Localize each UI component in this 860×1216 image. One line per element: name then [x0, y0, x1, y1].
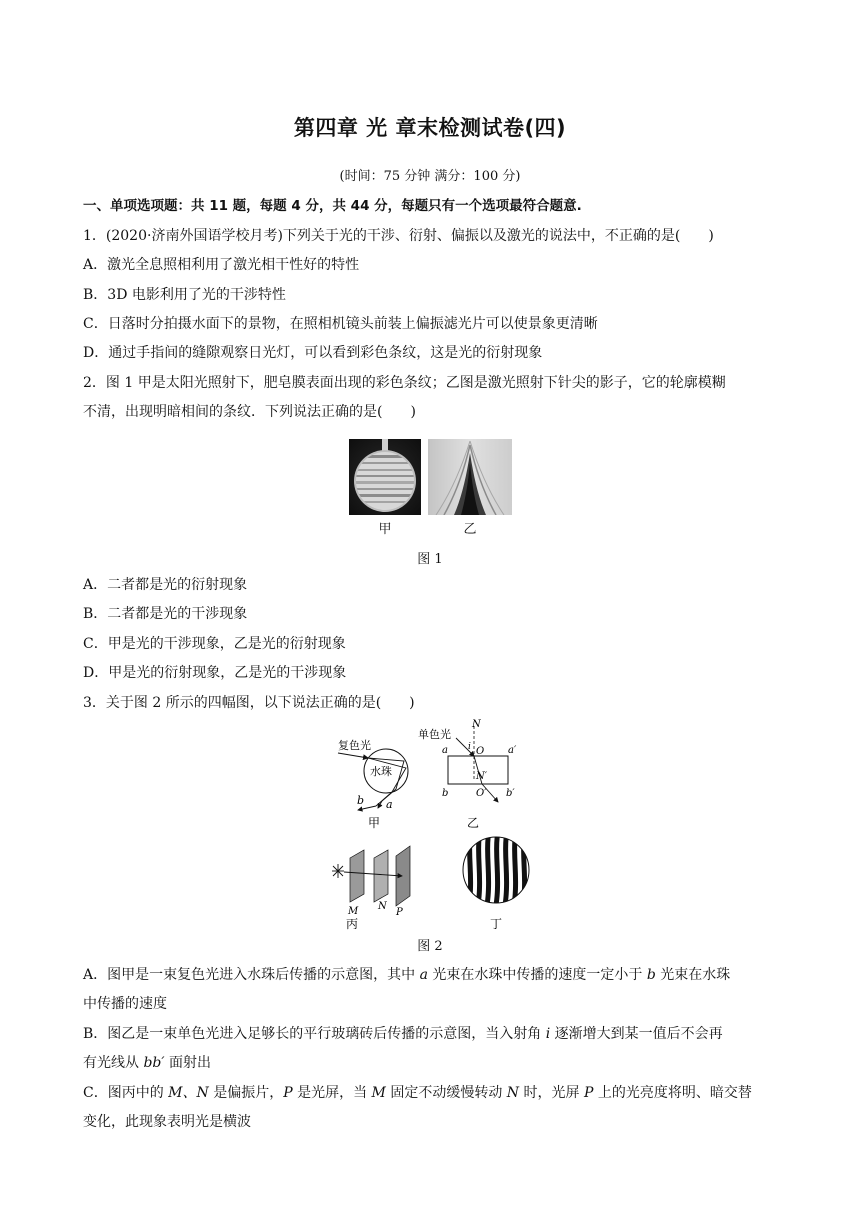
svg-text:b: b: [442, 788, 449, 799]
diagram-bing-polarizers: [332, 846, 410, 931]
figure-2-diagrams: [330, 716, 540, 956]
svg-text:N: N: [378, 901, 387, 912]
question-1-option-b: B．3D 电影利用了光的干涉特性: [83, 287, 286, 303]
svg-text:M: M: [348, 906, 359, 917]
question-2-stem-line1: 2．图 1 甲是太阳光照射下，肥皂膜表面出现的彩色条纹；乙图是激光照射下针尖的影子，它的轮廓模糊: [83, 375, 726, 391]
figure-1-label-jia: 甲: [378, 522, 392, 537]
section-heading: 一、单项选项题：共 11 题，每题 4 分，共 44 分，每题只有一个选项最符合题意.: [83, 198, 582, 214]
figure-1-caption: 图 1: [417, 552, 443, 567]
question-3-option-b-line1: B．图乙是一束单色光进入足够长的平行玻璃砖后传播的示意图，当入射角 i 逐渐增大到某一值后不会再: [83, 1026, 723, 1042]
diagram-ding-fringes: [463, 834, 529, 931]
question-3-option-b-line2: 有光线从 bb′ 面射出: [83, 1055, 212, 1071]
svg-text:O: O: [476, 746, 485, 757]
exam-info: (时间：75 分钟 满分：100 分): [339, 169, 521, 184]
question-2-option-c: C．甲是光的干涉现象，乙是光的衍射现象: [83, 636, 346, 652]
question-1-stem: 1．(2020·济南外国语学校月考)下列关于光的干涉、衍射、偏振以及激光的说法中，不正确的是( ): [83, 228, 714, 244]
label-shuizhu: 水珠: [370, 765, 392, 778]
label-fuseguang: 复色光: [338, 739, 371, 752]
svg-text:P: P: [396, 907, 403, 918]
svg-text:i: i: [468, 742, 471, 752]
question-3-stem: 3．关于图 2 所示的四幅图，以下说法正确的是( ): [83, 695, 415, 711]
question-1-option-c: C．日落时分拍摄水面下的景物，在照相机镜头前装上偏振滤光片可以使景象更清晰: [83, 316, 598, 332]
diagram-yi-glass-block: [418, 719, 517, 830]
svg-text:N′: N′: [476, 771, 488, 782]
figure-2-caption: 图 2: [417, 939, 443, 954]
svg-text:a′: a′: [508, 745, 517, 756]
label-jia: 甲: [368, 816, 381, 830]
label-ding: 丁: [490, 917, 503, 931]
diagram-jia-water-droplet: [338, 738, 408, 830]
svg-text:a: a: [442, 745, 448, 756]
question-3-option-c-line2: 变化，此现象表明光是横波: [83, 1114, 251, 1130]
question-1-option-a: A．激光全息照相利用了激光相干性好的特性: [83, 257, 360, 273]
svg-text:b′: b′: [506, 788, 515, 799]
question-2-option-b: B．二者都是光的干涉现象: [83, 606, 248, 622]
question-3-option-a-line1: A．图甲是一束复色光进入水珠后传播的示意图，其中 a 光束在水珠中传播的速度一定小于 b 光束在水珠: [83, 967, 731, 983]
label-danseguang: 单色光: [418, 728, 451, 741]
question-3-option-a-line2: 中传播的速度: [83, 996, 167, 1012]
question-2-stem-line2: 不清，出现明暗相间的条纹．下列说法正确的是( ): [83, 404, 416, 420]
label-bing: 丙: [346, 917, 359, 931]
question-3-option-c-line1: C．图丙中的 M、N 是偏振片，P 是光屏，当 M 固定不动缓慢转动 N 时，光屏 P 上的光亮度将明、暗交替: [83, 1085, 752, 1101]
question-1-option-d: D．通过手指间的缝隙观察日光灯，可以看到彩色条纹，这是光的衍射现象: [83, 345, 543, 361]
figure-1-label-yi: 乙: [463, 522, 477, 537]
label-yi: 乙: [467, 816, 480, 830]
figure-1-soap-film-photo: [349, 439, 421, 515]
svg-text:a: a: [386, 798, 393, 811]
page-title: 第四章 光 章末检测试卷(四): [293, 116, 567, 140]
svg-text:O′: O′: [476, 788, 487, 799]
figure-1-needle-shadow-photo: [428, 439, 512, 515]
question-2-option-d: D．甲是光的衍射现象，乙是光的干涉现象: [83, 665, 347, 681]
svg-text:N: N: [472, 719, 481, 730]
question-2-option-a: A．二者都是光的衍射现象: [83, 577, 248, 593]
svg-text:b: b: [357, 794, 365, 807]
